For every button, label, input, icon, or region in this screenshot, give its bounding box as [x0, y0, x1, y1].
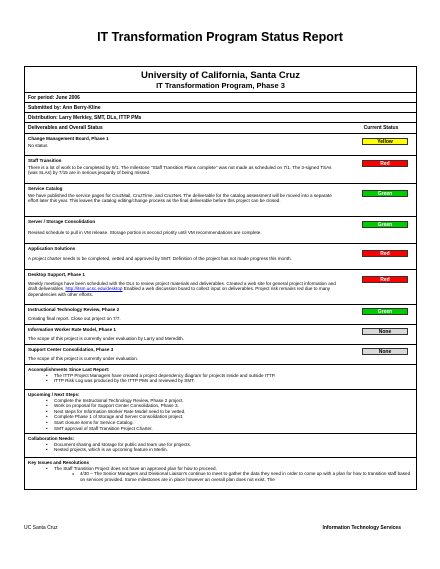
deliverable-row-instructional-technology — [25, 305, 416, 325]
report-title: IT Transformation Program Status Report — [97, 30, 343, 44]
deliverable-name: Desktop Support, Phase 1 — [28, 272, 85, 277]
deliverable-row-service-catalog — [25, 184, 416, 217]
deliverable-row-support-center — [25, 345, 416, 365]
accomplishments-heading: Accomplishments Since Last Report: — [28, 367, 110, 372]
list-item: • Start closure items for Service Catalog. — [28, 420, 413, 426]
list-item: • The Staff Transition Project does not have an approved plan for how to proceed. — [28, 466, 413, 472]
status-badge: None — [362, 328, 408, 335]
deliverables-heading: Deliverables and Overall Status — [28, 125, 103, 131]
deliverable-description: There is a lot of work to be completed by 9/1. The milestone "Staff Transition Plans complete" was not made as scheduled on 7/1. The 3-signed TSAs (was SLAs) by 7/15 are in serious jeopardy of being missed. — [28, 164, 332, 176]
deliverable-row-staff-transition — [25, 156, 416, 184]
list-item: • Next steps for Information Worker Rate Model need to be vetted. — [28, 409, 413, 415]
list-item: • Work on proposal for Support Center Consolidation, Phase 3. — [28, 403, 413, 409]
list-item: • SMT approval of Staff Transition Project Charter. — [28, 426, 413, 432]
description-text: Enabled a web discussion board to collect input on deliverables. Project risk remains red due to many dependencies with other efforts. — [28, 286, 331, 297]
footer-left: UC Santa Cruz — [24, 525, 58, 531]
period-line: For period: June 2006 — [25, 93, 416, 103]
next-steps-heading: Upcoming / Next Steps: — [28, 392, 80, 397]
deliverable-description: Creating final report. Close out project on 7/7. — [28, 315, 121, 321]
deliverable-description — [28, 281, 342, 298]
column-header — [25, 123, 416, 134]
deliverable-name: Service Catalog — [28, 186, 63, 191]
accomplishments-section — [25, 365, 416, 390]
deliverable-row-change-management — [25, 134, 416, 156]
list-item: • ITTP Risk Log was produced by the ITTP PMs and reviewed by SMT. — [28, 378, 413, 384]
list-item: • Nested projects, which is an upcoming feature in Merlin. — [28, 447, 413, 453]
deliverable-name: Support Center Consolidation, Phase 3 — [28, 347, 114, 352]
list-item: • Complete the Instructional Technology Review, Phase 2 project. — [28, 398, 413, 404]
deliverable-row-server-storage — [25, 217, 416, 244]
status-badge: None — [362, 348, 408, 355]
deliverable-description: The scope of this project is currently under evaluation by Larry and Meredith. — [28, 335, 185, 341]
deliverable-row-application-solutions — [25, 244, 416, 270]
status-badge: Red — [362, 250, 408, 257]
list-item: • Complete Phase 1 of Storage and Server Consolidation project. — [28, 414, 413, 420]
report-header — [25, 67, 416, 93]
deliverable-description: A project charter needs to be completed, vetted and approved by SMT. Definition of the project has not made progress this month. — [28, 255, 292, 261]
deliverable-description: We have published the service pages for CruzMail, CruzTime, and CruzNet. The deliverable for the catalog assessment will be moved into a separate effort later this year. This leaves the catalog editing/change process as the final deliverable before this project can be closed. — [28, 192, 332, 204]
description-text: Weekly meetings have been scheduled with the DLs to review project materials and deliverables. Created a web site for general project information and draft deliverables. — [28, 280, 336, 292]
list-item: • Document sharing and storage for public and team use for projects. — [28, 442, 413, 448]
deliverable-description: No status — [28, 142, 48, 148]
status-badge: Red — [362, 276, 408, 283]
submitted-line: Submitted by: Ann Berry-Kline — [25, 103, 416, 113]
status-badge: Green — [362, 308, 408, 315]
footer-right: Information Technology Services — [322, 525, 401, 531]
deliverable-row-desktop-support — [25, 270, 416, 305]
deliverable-description: Revised schedule to pull in VM release. Storage portion is second priority until VM recommendations are complete. — [28, 229, 262, 235]
list-item: • The ITTP Project Managers have created a project dependency diagram for projects inside and outside ITTP. — [28, 373, 413, 379]
page-footer — [24, 525, 415, 531]
current-status-heading: Current Status — [363, 125, 399, 131]
university-name: University of California, Santa Cruz — [141, 70, 300, 81]
deliverable-name: Staff Transition — [28, 158, 62, 163]
status-badge: Green — [362, 221, 408, 228]
distribution-line: Distribution: Larry Merkley, SMT, DLs, ITTP PMs — [25, 113, 416, 123]
next-steps-list — [28, 398, 413, 432]
next-steps-section — [25, 390, 416, 434]
deliverable-name: Server / Storage Consolidation — [28, 219, 96, 224]
collaboration-heading: Collaboration Needs: — [28, 436, 75, 441]
deliverable-name: Application Solutions — [28, 246, 76, 251]
status-badge: Yellow — [362, 138, 408, 145]
list-subitem: o 4/30 – The Senior Managers and Divisional Liaison's continue to meet to gather the data they need in order to come up with a plan for how to transition staff based on services provided. Some milestones are in place however an overall plan does not exist. The — [28, 471, 413, 482]
deliverable-name: Instructional Technology Review, Phase 2 — [28, 307, 120, 312]
program-name: IT Transformation Program, Phase 3 — [156, 81, 285, 90]
deliverable-row-information-worker-rate — [25, 325, 416, 345]
collaboration-list — [28, 442, 413, 453]
status-badge: Red — [362, 160, 408, 167]
status-badge: Green — [362, 190, 408, 197]
key-issues-heading: Key Issues and Resolutions — [28, 460, 90, 465]
deliverable-name: Change Management Board, Phase 1 — [28, 136, 109, 141]
collaboration-section — [25, 434, 416, 458]
deliverable-description: The scope of this project is currently under evaluation. — [28, 355, 139, 361]
desktop-project-link[interactable]: http://itsm.ucsc.edu/desktop — [65, 286, 123, 292]
key-issues-list — [28, 466, 413, 483]
report-frame — [24, 66, 417, 490]
accomplishments-list — [28, 373, 413, 384]
deliverable-name: Information Worker Rate Model, Phase 1 — [28, 327, 116, 332]
key-issues-section — [25, 458, 416, 489]
